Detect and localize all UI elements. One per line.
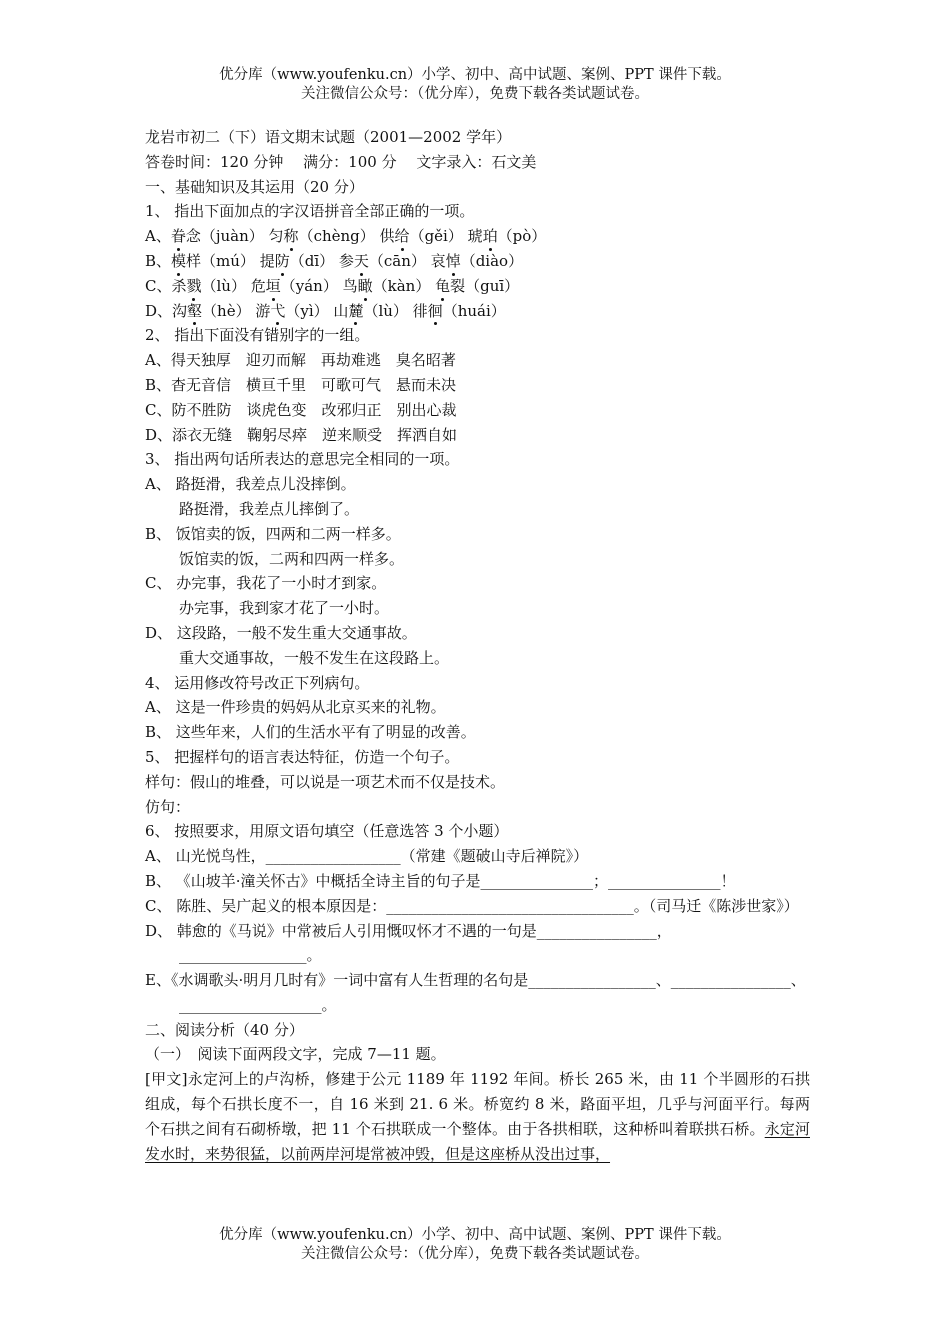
footer-line-2: 关注微信公众号：（优分库），免费下载各类试题试卷。 xyxy=(301,1246,649,1262)
q1-option-c xyxy=(145,274,810,299)
dotted-char: 珀 xyxy=(483,224,498,249)
opt-text: （kàn） xyxy=(372,276,436,295)
q5-sample: 样句：假山的堆叠，可以说是一项艺术而不仅是技术。 xyxy=(145,772,506,791)
opt-text: （hè） 游 xyxy=(202,301,271,320)
q6-item-e: E、《水调歌头·明月几时有》一词中富有人生哲理的名句是_________________、________________、___________________。 xyxy=(145,971,806,1014)
opt-text: （diào） xyxy=(460,251,524,270)
opt-text: （chèng） 供 xyxy=(298,227,395,246)
q4-sentence-a: A、 这是一件珍贵的妈妈从北京买来的礼物。 xyxy=(145,698,446,717)
question-3: 3、 指出两句话所表达的意思完全相同的一项。 xyxy=(145,450,460,469)
dotted-char: 麓 xyxy=(348,299,363,324)
opt-text: （yì） 山 xyxy=(285,301,349,320)
exam-title: 龙岩市初二（下）语文期末试题（2001—2002 学年） xyxy=(145,128,512,146)
q4-sentence-b: B、 这些年来，人们的生活水平有了明显的改善。 xyxy=(145,723,476,742)
dotted-char: 龟 xyxy=(435,274,450,299)
q3-option-d-1: D、 这段路，一般不发生重大交通事故。 xyxy=(145,623,417,642)
dotted-char: 徊 xyxy=(428,299,443,324)
page-footer xyxy=(0,1226,950,1264)
opt-text: A、 xyxy=(145,227,171,246)
dotted-char: 天 xyxy=(354,249,369,274)
exam-meta: 答卷时间：120 分钟 满分：100 分 文字录入：石文美 xyxy=(145,152,537,171)
opt-text: （dī） 参 xyxy=(289,251,354,270)
q3-option-b-1: B、 饭馆卖的饭，四两和二两一样多。 xyxy=(145,524,401,543)
opt-text: （pò） xyxy=(497,227,547,246)
dotted-char: 垣 xyxy=(266,274,281,299)
q3-option-a-1: A、 路挺滑，我差点儿没摔倒。 xyxy=(145,475,356,494)
q6-item-d: D、 韩愈的《马说》中常被后人引用慨叹怀才不遇的一句是________________，_________________。 xyxy=(145,921,672,965)
dotted-char: 眷 xyxy=(171,224,186,249)
opt-text: 裂（guī） xyxy=(450,276,520,295)
opt-text: （lù） 危 xyxy=(201,276,266,295)
q2-option-b: B、杳无音信 横亘千里 可歌可气 悬而未决 xyxy=(145,375,457,394)
dotted-char: 瞰 xyxy=(358,274,373,299)
dotted-char: 称 xyxy=(284,224,299,249)
q5-imitate: 仿句： xyxy=(145,797,191,816)
dotted-char: 防 xyxy=(275,249,290,274)
opt-text: B、 xyxy=(145,251,172,270)
opt-text: （yán） 鸟 xyxy=(280,276,358,295)
q1-option-b xyxy=(145,249,810,274)
question-6: 6、 按照要求，用原文语句填空（任意选答 3 个小题） xyxy=(145,822,509,841)
q3-option-a-2: 路挺滑，我差点儿摔倒了。 xyxy=(179,499,360,518)
q6-item-b: B、 《山坡羊·潼关怀古》中概括全诗主旨的句子是_______________；_______________！ xyxy=(145,871,736,890)
passage-jia xyxy=(145,1067,810,1166)
header-line-2: 关注微信公众号：（优分库），免费下载各类试题试卷。 xyxy=(301,86,649,102)
header-line-1: 优分库（www.youfenku.cn）小学、初中、高中试题、案例、PPT 课件下载。 xyxy=(219,67,731,83)
q3-option-d-2: 重大交通事故，一般不发生在这段路上。 xyxy=(179,648,450,667)
question-5: 5、 把握样句的语言表达特征，仿造一个句子。 xyxy=(145,747,460,766)
dotted-char: 弋 xyxy=(270,299,285,324)
q6-item-a: A、 山光悦鸟性，__________________（常建《题破山寺后禅院》） xyxy=(145,847,589,866)
q1-option-d xyxy=(145,299,810,324)
question-1: 1、 指出下面加点的字汉语拼音全部正确的一项。 xyxy=(145,202,475,221)
q2-option-c: C、防不胜防 谈虎色变 改邪归正 别出心裁 xyxy=(145,400,457,419)
opt-text: （lù） 徘 xyxy=(363,301,428,320)
q1-option-a xyxy=(145,224,810,249)
opt-text: C、杀 xyxy=(145,276,187,295)
underlined-sentence: 永定河发水时，来势很猛，以前两岸河堤常被冲毁，但是这座桥从没出过事， xyxy=(145,1119,810,1163)
footer-line-1: 优分库（www.youfenku.cn）小学、初中、高中试题、案例、PPT 课件下载。 xyxy=(219,1227,731,1243)
q2-option-d: D、添衣无缝 鞠躬尽瘁 逆来顺受 挥洒自如 xyxy=(145,425,458,444)
opt-text: （huái） xyxy=(442,301,506,320)
dotted-char: 给 xyxy=(395,224,410,249)
dotted-char: 戮 xyxy=(186,274,201,299)
question-4: 4、 运用修改符号改正下列病句。 xyxy=(145,673,370,692)
section-2-heading: 二、阅读分析（40 分） xyxy=(145,1020,304,1039)
opt-text: 念（juàn） 匀 xyxy=(185,227,284,246)
opt-text: （gěi） 琥 xyxy=(409,227,483,246)
q6-item-c: C、 陈胜、吴广起义的根本原因是：_________________________________。（司马迁《陈涉世家》） xyxy=(145,896,799,915)
q3-option-c-1: C、 办完事，我花了一小时才到家。 xyxy=(145,574,387,593)
dotted-char: 悼 xyxy=(446,249,461,274)
q3-option-c-2: 办完事，我到家才花了一小时。 xyxy=(179,599,390,618)
opt-text: （cān） 哀 xyxy=(368,251,446,270)
opt-text: 样（mú） 提 xyxy=(186,251,275,270)
q2-option-a: A、得天独厚 迎刃而解 再劫难逃 臭名昭著 xyxy=(145,351,456,370)
dotted-char: 模 xyxy=(171,249,186,274)
page-header xyxy=(0,66,950,104)
reading-1-instructions: （一） 阅读下面两段文字，完成 7—11 题。 xyxy=(145,1045,446,1064)
question-2: 2、 指出下面没有错别字的一组。 xyxy=(145,326,370,345)
opt-text: D、沟 xyxy=(145,301,188,320)
passage-text: [甲文]永定河上的卢沟桥，修建于公元 1189 年 1192 年间。桥长 265 米，由 11 个半圆形的石拱组成，每个石拱长度不一，自 16 米到 21. 6 米。桥宽约 8 米，路面平坦，几乎与河面平行。每两个石拱之间有石砌桥墩，把 11 个石拱联成一个整体。由于各拱相联，这种桥叫着联拱石桥。 xyxy=(145,1070,810,1138)
dotted-char: 壑 xyxy=(187,299,202,324)
q3-option-b-2: 饭馆卖的饭，二两和四两一样多。 xyxy=(179,549,405,568)
section-1-heading: 一、基础知识及其运用（20 分） xyxy=(145,177,364,196)
exam-content xyxy=(145,125,810,1166)
